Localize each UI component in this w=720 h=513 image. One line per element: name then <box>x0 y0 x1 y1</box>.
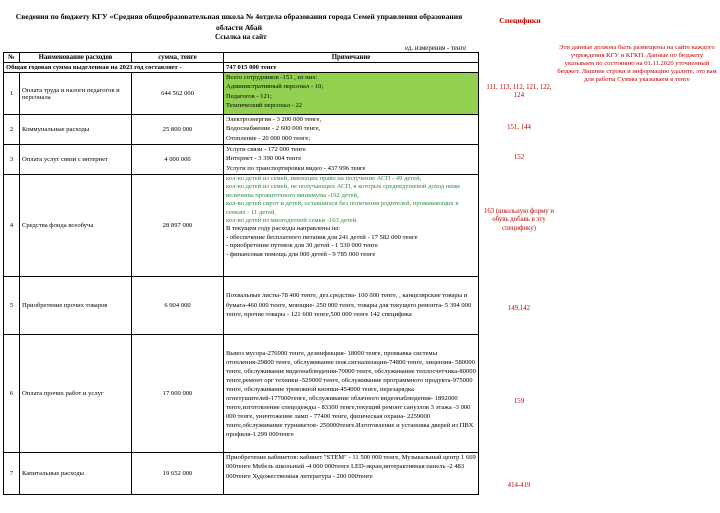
units-label: ед. измерения - тенге <box>405 45 467 52</box>
row-note <box>224 73 479 115</box>
row-note <box>224 453 479 495</box>
total-row <box>4 63 479 73</box>
page-title: Сведения по бюджету КГУ «Средняя общеобразовательная школа № 4отдела образования города Семей управления образования области Абай <box>15 12 463 32</box>
note-line: В текущем году расходы направлены на: <box>226 225 340 233</box>
note-line: Технический персонал - 22 <box>226 102 303 110</box>
row-num: 1 <box>4 73 20 115</box>
row-name: Средства фонда всеобуча <box>20 175 132 277</box>
spec-row-6: 159 <box>513 398 525 405</box>
spec-row-3: 152 <box>513 154 525 161</box>
side-note: Эти данные должны быть размещены на сайте каждого учреждения КГУ и КГКП. Данные по бюджету указываем по состоянию на 01.11.2020 уточненный бюджет. Лишние строки и информацию удалите, это вам для работы Суммы указываем в тенге <box>557 44 717 84</box>
row-note <box>224 145 479 175</box>
row-name: Приобретение прочих товаров <box>20 277 132 335</box>
row-sum: 28 897 000 <box>132 175 224 277</box>
spec-row-4: 163 (школьную форму и обувь добавь в эту специфику) <box>483 208 555 232</box>
table-row <box>4 73 479 115</box>
note-line: Вывоз мусора-276000 тенге, дезинфекция- 18000 тенге, промывка системы отопления-29800 тенге, обслуживание пож.сигнализации-74800 тенге, лицензия- 580000 тенге, обслуживание видеонаблюдения-70000 тенге, обслуживание теплосчетчика-80000 тенге,ремонт орг техники -529000 тенге, обслуживание программного продукта-975000 тенге, обслуживание тревожной кнопки-454000 тенге, перезарядка огнетушителей-177000тенге, обслуживание облачного видеонаблюдения- 1892000 тенге,изготовление спецодежды - 83300 тенге,текущий ремонт санузлов 3 этажа -3 000 000 тенге, уничтожение ламп - 77400 тенге, физическая охрана- 2259000 тенге,обслуживание турникетов- 250000тенге.Изготовление и установка дверей из ПВХ профиля-1 299 000тенге <box>226 349 476 438</box>
spec-row-7: 414-419 <box>507 482 531 489</box>
table-row <box>4 335 479 453</box>
row-name: Оплата прочих работ и услуг <box>20 335 132 453</box>
note-line: Услуги по транспортировки видео - 437 996 тенге <box>226 164 366 172</box>
total-label: Общая годовая сумма выделенная на 2023 год составляет - <box>4 63 224 73</box>
row-num: 5 <box>4 277 20 335</box>
row-sum: 25 800 000 <box>132 115 224 145</box>
note-line: кол-во детей из семей, имеющих право на получение АСП - 49 детей, <box>226 175 422 182</box>
header-row <box>4 53 479 63</box>
row-num: 2 <box>4 115 20 145</box>
table-row <box>4 453 479 495</box>
note-line: Отопление - 20 000 000 тенге; <box>226 134 311 142</box>
table-row <box>4 145 479 175</box>
note-line: кол-во детей из многодетной семьи -163 детей. <box>226 217 358 225</box>
row-sum: 19 652 000 <box>132 453 224 495</box>
note-line: - финансовая помощь для 000 детей - 9 785 000 тенге <box>226 250 376 258</box>
row-num: 4 <box>4 175 20 277</box>
row-note <box>224 335 479 453</box>
total-value: 747 015 000 тенге <box>224 63 479 73</box>
budget-table <box>3 52 479 495</box>
note-line: Интернет - 3 390 004 тенге <box>226 155 302 163</box>
note-line: - обеспечение бесплатного питания для 241 детей - 17 582 000 тенге <box>226 233 418 241</box>
row-num: 3 <box>4 145 20 175</box>
row-num: 7 <box>4 453 20 495</box>
note-line: Похвальные листы-78 400 тенге, дез.средства- 100 000 тенге, , канцелярские товары и бумага-460 000 тенге, моющие- 250 000 тенге, товары для текущего ремонта- 5 394 000 тенге, прочие товары - 121 600 тенге,500 000 тенге 142 специфика <box>226 292 472 319</box>
col-name: Наименование расходов <box>20 53 132 63</box>
spec-row-2: 151, 144 <box>507 124 531 131</box>
row-sum: 4 000 000 <box>132 145 224 175</box>
row-name: Оплата труда и налоги педагогов и персонала <box>20 73 132 115</box>
note-line: - приобретение путевок для 30 детей - 1 530 000 тенге <box>226 242 378 250</box>
col-sum: сумма, тенге <box>132 53 224 63</box>
note-line: Педагогов - 121; <box>226 92 272 100</box>
row-name: Оплата услуг связи с интернет <box>20 145 132 175</box>
note-line: Приобретение кабинетов: кабинет "STEM" - 11 500 000 тенге, Музыкальный центр 1 669 000тенге Мебель школьный -4 000 000тенге LED-экран,интерактивная панель -2 483 000тенге Художественная литература - 200 000тенге <box>226 454 476 480</box>
note-line: Административный персонал - 10; <box>226 83 324 91</box>
row-note <box>224 277 479 335</box>
site-link[interactable]: Ссылка на сайт <box>215 33 267 41</box>
table-row <box>4 277 479 335</box>
note-line: Всего сотрудников -153 , из них: <box>226 74 318 81</box>
row-sum: 644 562 000 <box>132 73 224 115</box>
row-num: 6 <box>4 335 20 453</box>
note-line: Электроэнергия - 3 200 000 тенге, <box>226 116 322 123</box>
row-sum: 17 000 000 <box>132 335 224 453</box>
row-note <box>224 175 479 277</box>
spec-row-1: 111, 113, 112, 121, 122, 124 <box>486 84 552 100</box>
note-line: кол-во детей сирот и детей, оставшихся без попечения родителей, проживающих в семьях - 11 детей, <box>226 200 459 216</box>
row-name: Коммунальные расходы <box>20 115 132 145</box>
row-note <box>224 115 479 145</box>
spec-row-5: 149,142 <box>507 305 531 312</box>
col-num: № <box>4 53 20 63</box>
col-note: Примечание <box>224 53 479 63</box>
specifics-heading: Специфики <box>499 16 541 25</box>
note-line: Услуги связи - 172 000 тенге <box>226 146 306 153</box>
row-sum: 6 904 000 <box>132 277 224 335</box>
row-name: Капитальные расходы <box>20 453 132 495</box>
note-line: Водоснабжение - 2 600 000 тенге, <box>226 125 321 133</box>
table-row <box>4 175 479 277</box>
note-line: кол-во детей из семей, не получающих АСП, в которых среднедушевой доход ниже величины прожиточного минимума -192 детей, <box>226 183 461 199</box>
table-row <box>4 115 479 145</box>
